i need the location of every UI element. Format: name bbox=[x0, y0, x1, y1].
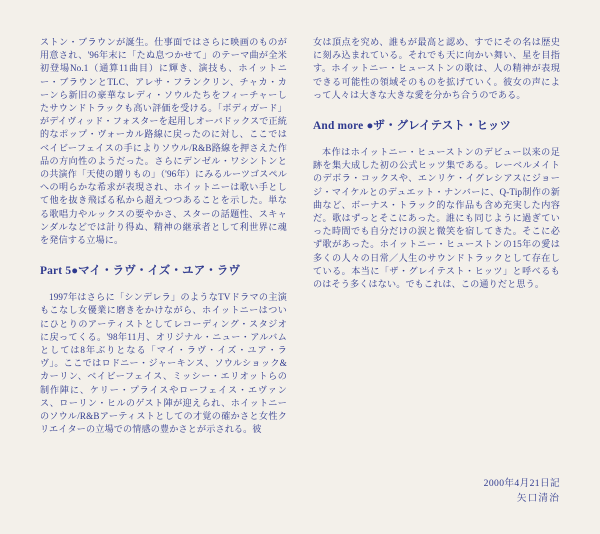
section-heading-prefix: And more bbox=[313, 120, 364, 133]
paragraph: 1997年はさらに「シンデレラ」のようなTVドラマの主演もこなし女優業に磨きをかけながら、ホイットニーはついにひとりのアーティストとしてレコーディング・スタジオに戻ってくる。'98年11月、オリジナル・ニュー・アルバムとしては8年ぶりとなる「マイ・ラヴ・イズ・ユア・ラヴ」。ここではロドニー・ジャーキンス、ソウルショック&カーリン、ベイビーフェイス、ミッシー・エリオットらの制作陣に、ケリー・プライスやローフェイス・エヴァンス、ローリン・ヒルのゲスト陣が迎えられ、ホイットニーのソウル/R&Bアーティストとしての才覚の確かさと女性クリエイターの立場での情感の豊かさとが示される。彼 bbox=[40, 292, 287, 435]
right-column bbox=[313, 36, 560, 506]
spacer bbox=[313, 102, 560, 119]
section-heading-part5 bbox=[40, 264, 287, 279]
signature-block bbox=[313, 476, 560, 506]
section-heading-bullet: ● bbox=[71, 265, 79, 278]
section-heading-and-more bbox=[313, 119, 560, 134]
section-heading-bullet: ● bbox=[366, 120, 374, 133]
paragraph: ストン・ブラウンが誕生。仕事面ではさらに映画のものが用意され、'96年末に「たぬ息つかせて」のテーマ曲が全米初登場No.1（通算11曲目）に輝き、演技も、ホイットニー・ブラウンとTLC、アレサ・フランクリン、チャカ・カーンら新旧の豪華なレディ・ソウルたちをフィーチャーしたサウンドトラックも高い評価を受ける。「ボディガード」がデイヴィッド・フォスターを起用しオーバドックスで正統的なポップ・ヴォーカル路線に戻ったのに対し、ここではベイビーフェイスの手によりソウル/R&B路線を押さえた作品の方向性のようだった。さらにデンゼル・ワシントンとの共演作「天使の贈りもの」（'96年）にみるルーツゴスペルへの明らかな希求が表現され、ホイットニーは歌い手として他を抜き飛ばる私から超えつつあることを示した。単なる歌唱力やルックスの要やかさ、スターの話題性、スキャンダルなどでは計り得ぬ、精神の継承者として利世界に魂を発信する立場に。 bbox=[40, 37, 287, 246]
paragraph: 本作はホイットニー・ヒューストンのデビュー以来の足跡を集大成した初の公式ヒッツ集である。レーベルメイトのデボラ・コックスや、エンリケ・イグレシアスにジョージ・マイケルとのデュエット・ナンバーに、Q-Tip制作の新曲など、ボーナス・トラック的な作品も含め充実した内容だ。歌はずっとそこにあった。誰にも同じように過ぎていった時間でも自分だけの涙と微笑を宿してきた。そこに必ず歌があった。ホイットニー・ヒューストンの15年の愛は多くの人々の日常／人生のサウンドトラックとして存在している。本当に「ザ・グレイテスト・ヒッツ」と呼べるものはそう多くはない。でもこれは、この通りだと思う。 bbox=[313, 147, 560, 290]
left-column bbox=[40, 36, 287, 506]
section-heading-text: ザ・グレイテスト・ヒッツ bbox=[373, 120, 512, 133]
spacer bbox=[40, 279, 287, 291]
spacer bbox=[40, 247, 287, 264]
signature-name: 矢口清治 bbox=[516, 493, 560, 504]
paragraph: 女は頂点を究め、誰もが最高と認め、すでにその名は歴史に刻み込まれている。それでも天に向かい舞い、星を目指す。ホイットニー・ヒューストンの歌は、人の精神が表現できる可能性の領域そのものを拡げていく。彼女の声によって人々は大きな大きな愛を分かち合うのである。 bbox=[313, 37, 560, 100]
section-heading-text: マイ・ラヴ・イズ・ユア・ラヴ bbox=[78, 265, 241, 278]
spacer bbox=[313, 134, 560, 146]
signature-date: 2000年4月21日記 bbox=[483, 478, 560, 489]
section-heading-prefix: Part 5 bbox=[40, 265, 72, 278]
two-column-layout bbox=[40, 36, 560, 506]
